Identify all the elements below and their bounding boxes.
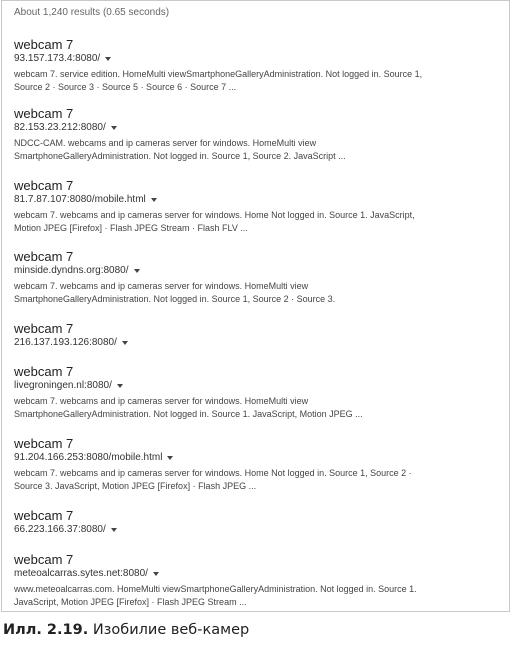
result-snippet — [14, 280, 335, 305]
search-result — [14, 508, 117, 536]
search-result — [14, 321, 128, 349]
search-result — [14, 436, 412, 492]
caret-down-icon[interactable] — [153, 572, 159, 576]
search-result — [14, 106, 346, 162]
caret-down-icon[interactable] — [111, 126, 117, 130]
search-result — [14, 178, 415, 234]
result-url: minside.dyndns.org:8080/ — [14, 265, 129, 276]
caption-text: Изобилие веб-камер — [92, 622, 250, 638]
search-results-screenshot — [1, 0, 510, 612]
result-url-line — [14, 121, 346, 134]
caret-down-icon[interactable] — [122, 341, 128, 345]
search-result — [14, 552, 417, 608]
search-result — [14, 364, 363, 420]
result-snippet — [14, 209, 415, 234]
caption-label: Илл. 2.19. — [3, 622, 89, 638]
result-url: 82.153.23.212:8080/ — [14, 122, 106, 133]
result-title-link[interactable]: webcam 7 — [14, 106, 74, 121]
result-snippet — [14, 68, 422, 93]
snippet-line: Source 3. JavaScript, Motion JPEG [Firefox] · Flash JPEG ... — [14, 480, 257, 491]
caret-down-icon[interactable] — [151, 198, 157, 202]
snippet-line: NDCC-CAM. webcams and ip cameras server for windows. HomeMulti view — [14, 138, 317, 148]
snippet-line: SmartphoneGalleryAdministration. Not logged in. Source 1. JavaScript, Motion JPEG ... — [14, 408, 363, 419]
result-url: meteoalcarras.sytes.net:8080/ — [14, 568, 148, 579]
result-url-line — [14, 523, 117, 536]
result-snippet — [14, 395, 363, 420]
result-url: 216.137.193.126:8080/ — [14, 337, 117, 348]
result-url: 91.204.166.253:8080/mobile.html — [14, 452, 163, 463]
result-title-link[interactable]: webcam 7 — [14, 508, 74, 523]
result-title-link[interactable]: webcam 7 — [14, 178, 74, 193]
search-result — [14, 37, 422, 93]
search-result — [14, 249, 335, 305]
snippet-line: webcam 7. webcams and ip cameras server for windows. Home Not logged in. Source 1, Source 2 · — [14, 468, 412, 478]
result-url: livegroningen.nl:8080/ — [14, 380, 112, 391]
result-url: 81.7.87.107:8080/mobile.html — [14, 194, 146, 205]
result-url-line — [14, 336, 128, 349]
result-snippet — [14, 137, 346, 162]
result-title-link[interactable]: webcam 7 — [14, 552, 74, 567]
snippet-line: SmartphoneGalleryAdministration. Not logged in. Source 1, Source 2 · Source 3. — [14, 293, 336, 304]
caret-down-icon[interactable] — [134, 269, 140, 273]
result-snippet — [14, 467, 412, 492]
result-url-line — [14, 52, 422, 65]
result-url-line — [14, 193, 415, 206]
results-stats: About 1,240 results (0.65 seconds) — [14, 7, 170, 18]
snippet-line: www.meteoalcarras.com. HomeMulti viewSmartphoneGalleryAdministration. Not logged in. Source 1. — [14, 584, 417, 594]
snippet-line: SmartphoneGalleryAdministration. Not logged in. Source 1, Source 2. JavaScript ... — [14, 150, 346, 161]
result-url-line — [14, 379, 363, 392]
result-snippet — [14, 583, 417, 608]
result-url-line — [14, 264, 335, 277]
caret-down-icon[interactable] — [167, 456, 173, 460]
caret-down-icon[interactable] — [117, 384, 123, 388]
caret-down-icon[interactable] — [105, 57, 111, 61]
snippet-line: Source 2 · Source 3 · Source 5 · Source 6 · Source 7 ... — [14, 81, 237, 92]
result-title-link[interactable]: webcam 7 — [14, 436, 74, 451]
result-title-link[interactable]: webcam 7 — [14, 249, 74, 264]
snippet-line: Motion JPEG [Firefox] · Flash JPEG Stream · Flash FLV ... — [14, 222, 248, 233]
result-url: 66.223.166.37:8080/ — [14, 524, 106, 535]
result-title-link[interactable]: webcam 7 — [14, 321, 74, 336]
snippet-line: webcam 7. webcams and ip cameras server for windows. Home Not logged in. Source 1. JavaScript, — [14, 210, 415, 220]
snippet-line: webcam 7. service edition. HomeMulti viewSmartphoneGalleryAdministration. Not logged in. Source 1, — [14, 69, 423, 79]
result-url: 93.157.173.4:8080/ — [14, 53, 101, 64]
snippet-line: JavaScript, Motion JPEG [Firefox] · Flash JPEG Stream ... — [14, 596, 247, 607]
result-url-line — [14, 567, 417, 580]
caret-down-icon[interactable] — [111, 528, 117, 532]
result-url-line — [14, 451, 412, 464]
result-title-link[interactable]: webcam 7 — [14, 364, 74, 379]
figure-caption — [3, 622, 249, 638]
result-title-link[interactable]: webcam 7 — [14, 37, 74, 52]
snippet-line: webcam 7. webcams and ip cameras server for windows. HomeMulti view — [14, 396, 309, 406]
snippet-line: webcam 7. webcams and ip cameras server for windows. HomeMulti view — [14, 281, 309, 291]
